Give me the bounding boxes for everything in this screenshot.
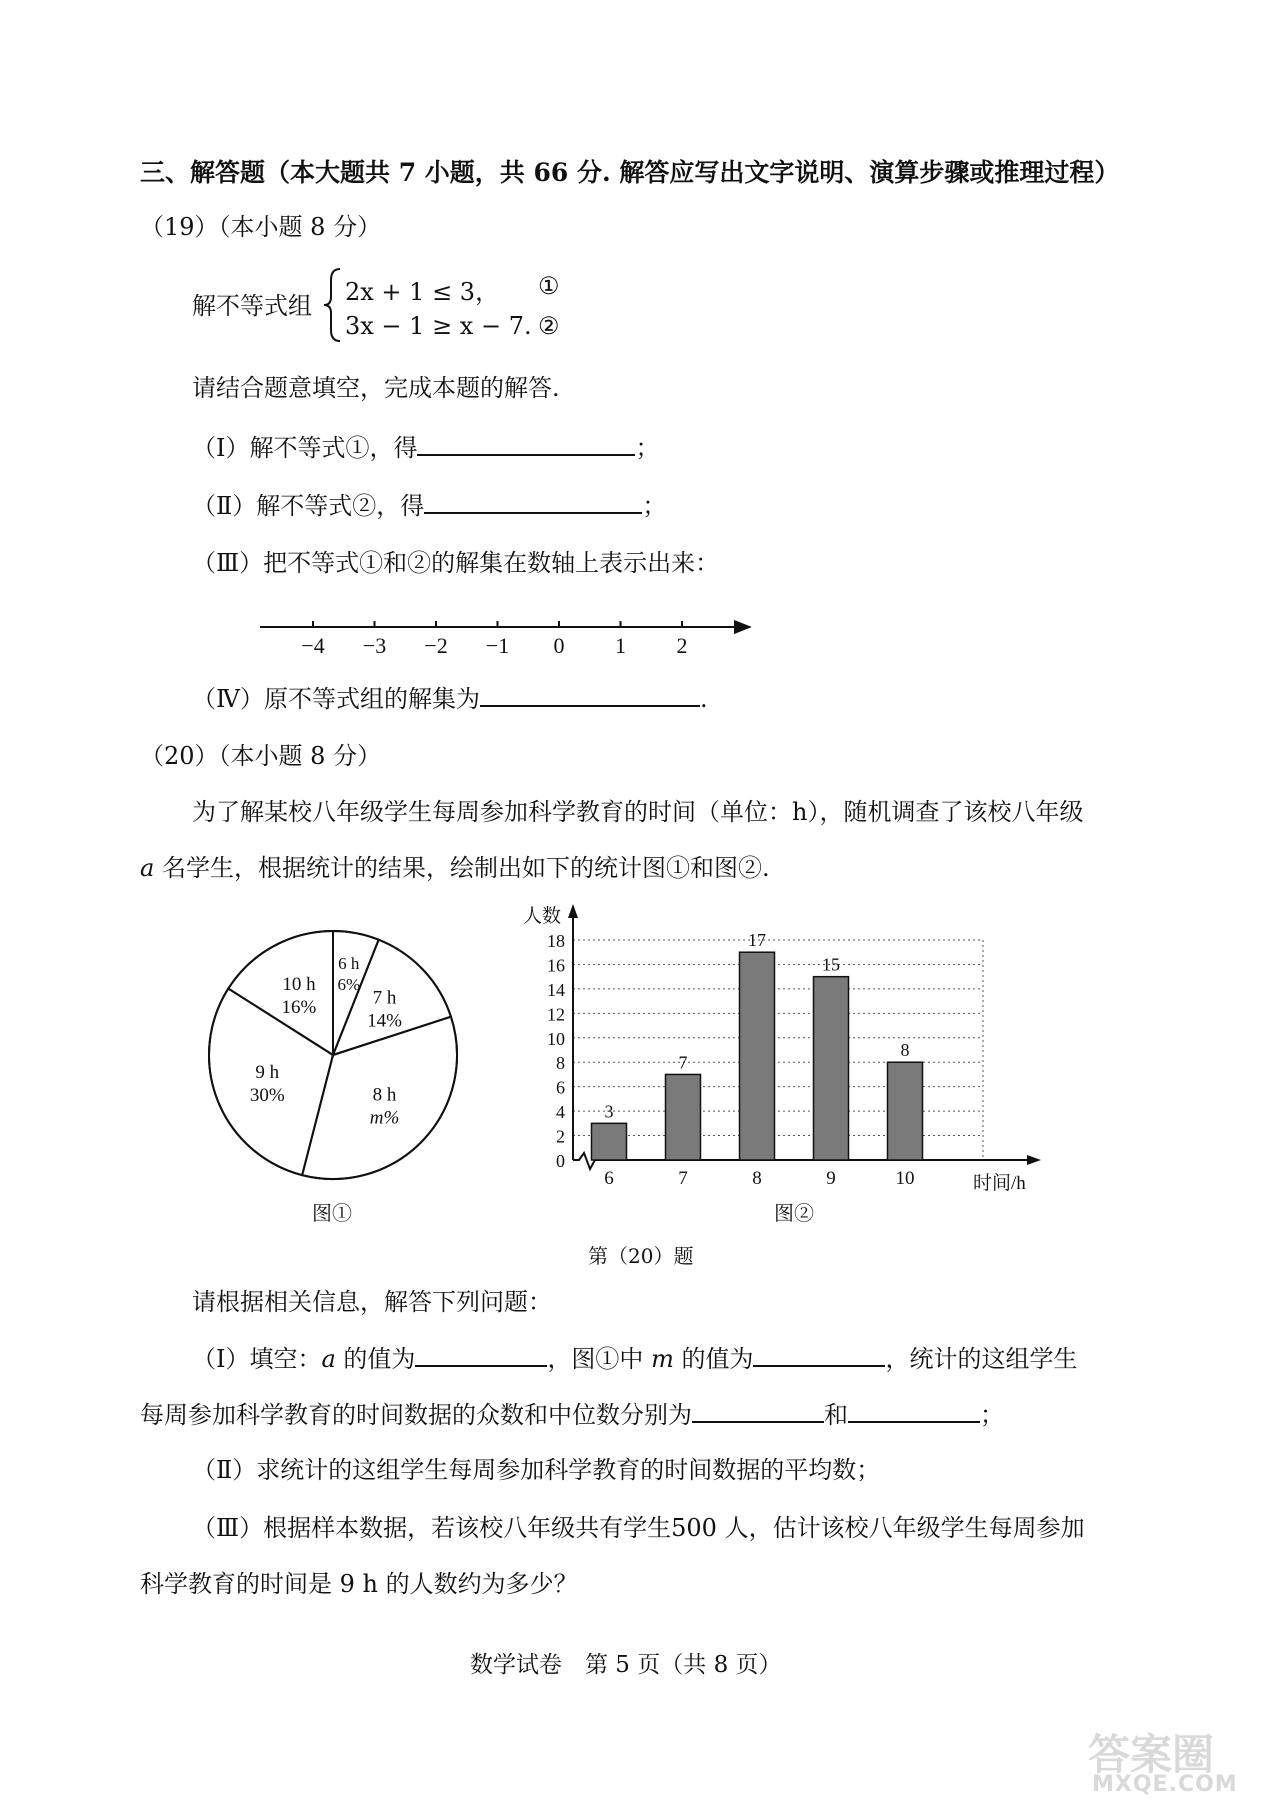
x-tick-label: 9: [826, 1168, 836, 1189]
number-line-label: 0: [553, 633, 565, 658]
q19-part2: [192, 490, 666, 521]
pie-chart: [200, 925, 480, 1195]
fig1-caption: 图①: [312, 1201, 352, 1225]
bar: [814, 977, 849, 1160]
period: .: [699, 685, 708, 713]
number-line-label: −3: [362, 633, 387, 658]
q20-part1-line1: [192, 1343, 1077, 1374]
bar: [888, 1062, 923, 1160]
fig2-caption: 图②: [774, 1201, 814, 1225]
var-a: a: [321, 1345, 336, 1373]
q19-header: （19）（本小题 8 分）: [140, 213, 382, 241]
x-tick-label: 6: [604, 1168, 614, 1189]
answer-blank-median[interactable]: [848, 1399, 980, 1423]
pie-slice-label: 7 h: [372, 987, 397, 1009]
p1-line2-text: 每周参加科学教育的时间数据的众数和中位数分别为: [140, 1401, 692, 1429]
answer-blank-mode[interactable]: [692, 1399, 824, 1423]
x-axis-arrow: [1027, 1155, 1041, 1165]
pie-slice-percent: 16%: [281, 997, 317, 1019]
number-line-label: 1: [615, 633, 626, 658]
watermark-logo: 答案圈: [1088, 1730, 1215, 1779]
y-tick-label: 10: [547, 1028, 565, 1049]
answer-blank-a[interactable]: [415, 1343, 547, 1367]
q19-part2-label: （Ⅱ）解不等式②，得: [192, 492, 425, 520]
x-tick-label: 8: [752, 1168, 762, 1189]
p1-label: （Ⅰ）填空：: [192, 1345, 322, 1373]
q19-part4-label: （Ⅳ）原不等式组的解集为: [192, 685, 480, 713]
bar: [592, 1123, 627, 1160]
x-axis: [573, 1153, 1033, 1169]
y-axis-label: 人数: [523, 906, 562, 927]
var-a: a: [140, 854, 155, 882]
p1-text-b: 的值为: [335, 1345, 416, 1373]
watermark-text: MXQE.COM: [1092, 1772, 1238, 1797]
answer-blank[interactable]: [417, 432, 635, 456]
inequality-2: 3x − 1 ≥ x − 7.: [345, 312, 532, 340]
intro-line2-text: 名学生，根据统计的结果，绘制出如下的统计图①和图②.: [154, 854, 770, 882]
q19-part3: （Ⅲ）把不等式①和②的解集在数轴上表示出来：: [192, 549, 720, 577]
pie-slice-percent: 6%: [337, 975, 361, 995]
pie-slice-label: 6 h: [338, 954, 360, 974]
inequality-1: 2x + 1 ≤ 3，: [345, 278, 500, 306]
bar: [666, 1074, 701, 1160]
y-tick-label: 0: [556, 1151, 565, 1171]
answer-blank[interactable]: [424, 490, 642, 514]
semicolon: ；: [642, 492, 667, 520]
bar-value-label: 7: [678, 1052, 688, 1073]
y-tick-label: 8: [556, 1053, 565, 1074]
bar-value-label: 8: [900, 1040, 910, 1061]
pie-slice-label: 10 h: [282, 974, 316, 996]
q19-part1-label: （Ⅰ）解不等式①，得: [192, 434, 418, 462]
number-line-label: −4: [301, 633, 325, 658]
y-tick-label: 4: [556, 1102, 565, 1123]
pie-slice-label: 9 h: [255, 1062, 280, 1084]
system-brace: [322, 266, 344, 344]
y-tick-label: 2: [556, 1126, 565, 1147]
inequality-2-mark: ②: [538, 312, 560, 340]
x-tick-label: 10: [895, 1168, 915, 1189]
semicolon: ；: [635, 434, 660, 462]
section-title: 三、解答题（本大题共 7 小题，共 66 分. 解答应写出文字说明、演算步骤或推理过程）: [140, 158, 1120, 187]
page-footer: 数学试卷 第 5 页（共 8 页）: [470, 1652, 782, 1678]
y-tick-label: 14: [547, 979, 565, 1000]
bar-chart: [505, 900, 1050, 1195]
y-tick-label: 16: [547, 955, 565, 976]
answer-blank-m[interactable]: [753, 1343, 885, 1367]
bar: [740, 952, 775, 1160]
figure-caption: 第（20）题: [588, 1244, 694, 1268]
number-line-label: −1: [485, 633, 510, 658]
q20-intro-line1: 为了解某校八年级学生每周参加科学教育的时间（单位：h），随机调查了该校八年级: [192, 798, 1084, 826]
p1-line2-and: 和: [824, 1401, 848, 1429]
y-axis-arrow: [568, 904, 578, 918]
pie-slice-percent: 30%: [249, 1085, 285, 1107]
q20-part1-line2: [140, 1399, 1004, 1430]
q20-questions-intro: 请根据相关信息，解答下列问题：: [192, 1288, 552, 1316]
inequality-1-mark: ①: [538, 272, 560, 300]
p1-text-e: ，统计的这组学生: [885, 1345, 1078, 1373]
q20-part3-line2: 科学教育的时间是 9 h 的人数约为多少？: [140, 1570, 578, 1598]
answer-blank[interactable]: [480, 683, 700, 707]
p1-text-c: ，图①中: [547, 1345, 652, 1373]
p1-text-d: 的值为: [673, 1345, 754, 1373]
number-line: [255, 610, 760, 660]
system-prefix: 解不等式组: [192, 292, 312, 320]
q20-header: （20）（本小题 8 分）: [140, 742, 382, 770]
q19-instruction: 请结合题意填空，完成本题的解答.: [192, 374, 560, 402]
q19-part1: [192, 432, 659, 463]
bar-value-label: 15: [822, 954, 840, 975]
y-tick-label: 12: [547, 1004, 565, 1025]
pie-slice-percent: 14%: [367, 1010, 402, 1032]
q20-part3-line1: （Ⅲ）根据样本数据，若该校八年级共有学生500 人，估计该校八年级学生每周参加: [192, 1514, 1085, 1542]
y-tick-label: 18: [547, 931, 565, 951]
pie-slice-label: 8 h: [372, 1084, 397, 1106]
number-line-label: 2: [676, 633, 688, 658]
q20-part2: （Ⅱ）求统计的这组学生每周参加科学教育的时间数据的平均数；: [192, 1456, 881, 1484]
x-tick-label: 7: [678, 1168, 688, 1189]
y-tick-label: 6: [556, 1077, 565, 1098]
number-line-label: −2: [424, 633, 448, 658]
bar-value-label: 17: [748, 930, 766, 951]
var-m: m: [651, 1345, 674, 1373]
pie-slice-percent: m%: [369, 1107, 400, 1129]
p1-line2-end: ；: [980, 1401, 1004, 1429]
x-axis-label: 时间/h: [973, 1173, 1026, 1194]
q20-intro-line2: [140, 853, 770, 883]
q19-part4: [192, 683, 708, 714]
bar-value-label: 3: [604, 1101, 614, 1122]
